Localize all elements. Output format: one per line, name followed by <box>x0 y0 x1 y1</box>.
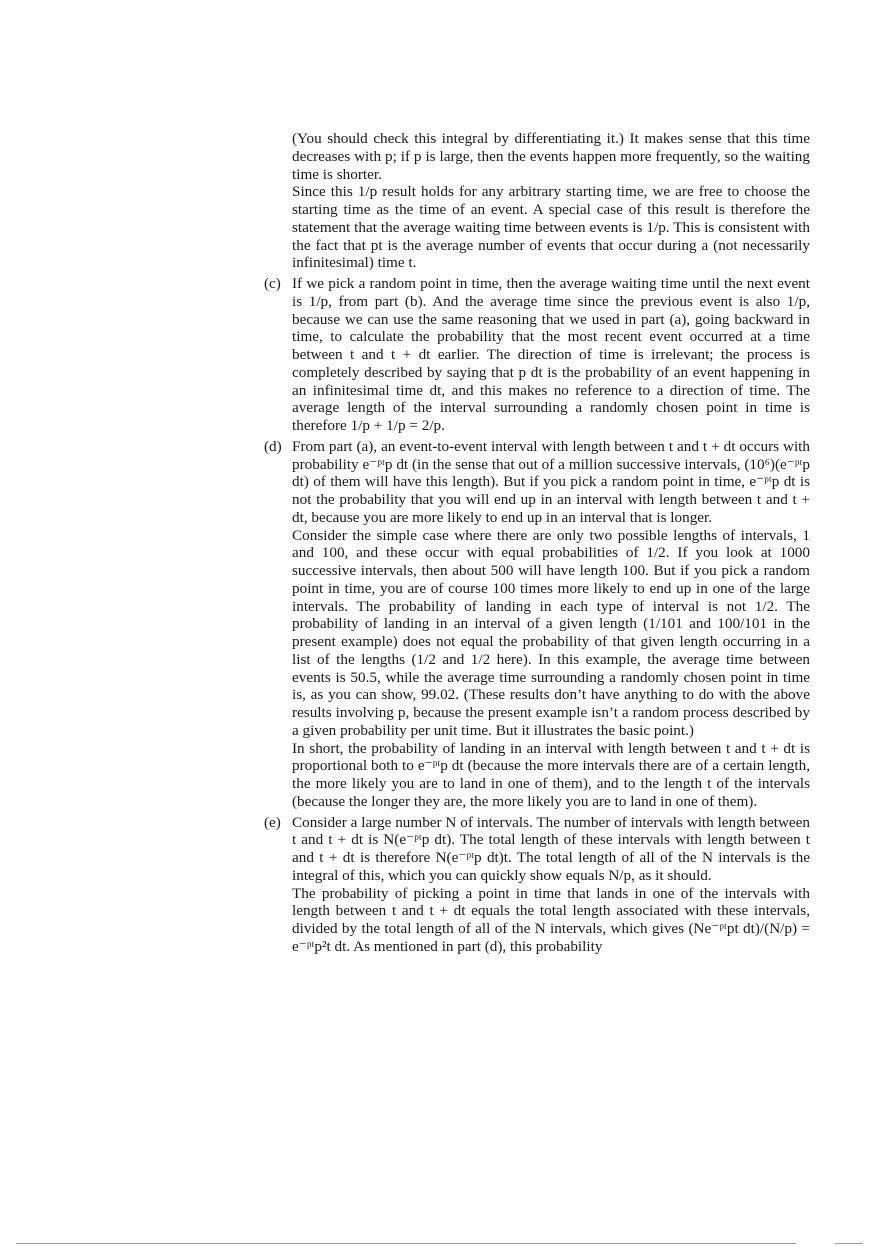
paragraph-e-2: The probability of picking a point in time that lands in one of the intervals with length between t and t + dt equals the total length associated with these intervals, divided by the total length of all of the N intervals, which gives (Ne⁻ᵖᵗpt dt)/(N/p) = e⁻ᵖᵗp²t dt. As mentioned in part (d), this probability <box>292 884 810 955</box>
list-item-e <box>264 813 810 956</box>
item-label-e: (e) <box>264 813 281 831</box>
paragraph-d-2: Consider the simple case where there are only two possible lengths of intervals, 1 and 100, and these occur with equal probabilities of 1/2. If you look at 1000 successive intervals, then about 500 will have length 100. But if you pick a random point in time, you are of course 100 times more likely to end up in one of the large intervals. The probability of landing in each type of interval is not 1/2. The probability of landing in an interval of a given length (1/101 and 100/101 in the present example) does not equal the probability of that given length occurring in a list of the lengths (1/2 and 1/2 here). In this example, the average time between events is 50.5, while the average time surrounding a randomly chosen point in time is, as you can show, 99.02. (These results don’t have anything to do with the above results involving p, because the present example isn’t a random process described by a given probability per unit time. But it illustrates the basic point.) <box>292 526 810 739</box>
footer-divider <box>16 1243 796 1244</box>
paragraph-b-2: Since this 1/p result holds for any arbitrary starting time, we are free to choose the starting time as the time of an event. A special case of this result is therefore the statement that the average waiting time between events is 1/p. This is consistent with the fact that pt is the average number of events that occur during a (not necessarily infinitesimal) time t. <box>292 183 810 272</box>
paragraph-e-1: Consider a large number N of intervals. The number of intervals with length between t and t + dt is N(e⁻ᵖᵗp dt). The total length of these intervals with length between t and t + dt is therefore N(e⁻ᵖᵗp dt)t. The total length of all of the N intervals is the integral of this, which you can quickly show equals N/p, as it should. <box>292 813 810 884</box>
item-label-c: (c) <box>264 275 281 292</box>
item-label-d: (d) <box>264 437 282 455</box>
paragraph-c-1: If we pick a random point in time, then the average waiting time until the next event is 1/p, from part (b). And the average time since the previous event is also 1/p, because we can use the same reasoning that we used in part (a), going backward in time, to calculate the probability that the most recent event occurred at a time between t and t + dt earlier. The direction of time is irrelevant; the process is completely described by saying that p dt is the probability of an event happening in an infinitesimal time dt, and this makes no reference to a direction of time. The average length of the interval surrounding a randomly chosen point in time is therefore 1/p + 1/p = 2/p. <box>292 275 810 434</box>
list-item-c <box>264 275 810 435</box>
document-body <box>264 130 810 956</box>
paragraph-d-1: From part (a), an event-to-event interval with length between t and t + dt occurs with probability e⁻ᵖᵗp dt (in the sense that out of a million successive intervals, (10⁶)(e⁻ᵖᵗp dt) of them will have this length). But if you pick a random point in time, e⁻ᵖᵗp dt is not the probability that you will end up in an interval with length between t and t + dt, because you are more likely to end up in an interval that is longer. <box>292 437 810 526</box>
footer-divider-short <box>835 1243 863 1244</box>
paragraph-b-1: (You should check this integral by differentiating it.) It makes sense that this time decreases with p; if p is large, then the events happen more frequently, so the waiting time is shorter. <box>292 130 810 183</box>
paragraph-d-3: In short, the probability of landing in an interval with length between t and t + dt is proportional both to e⁻ᵖᵗp dt (because the more intervals there are of a certain length, the more likely you are to land in one of them), and to the length t of the intervals (because the longer they are, the more likely you are to land in one of them). <box>292 739 810 810</box>
list-item-d <box>264 437 810 811</box>
